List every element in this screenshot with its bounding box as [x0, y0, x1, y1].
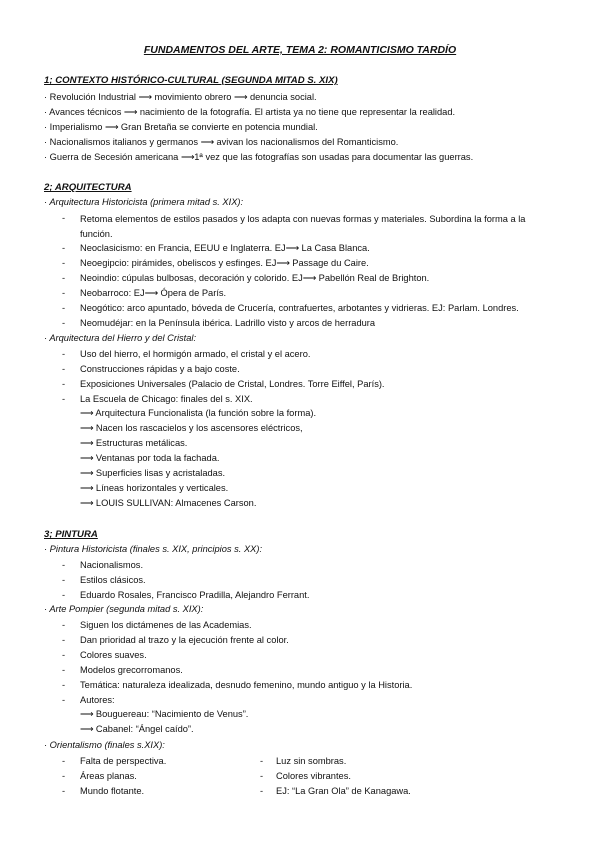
subsection-historicista: · Arquitectura Historicista (primera mitad s. XIX): [44, 197, 244, 207]
author-item: ⟶ Bouguereau: “Nacimiento de Venus”. [80, 709, 249, 719]
document-page: FUNDAMENTOS DEL ARTE, TEMA 2: ROMANTICISMO TARDÍO 1; CONTEXTO HISTÓRICO-CULTURAL (SEGUNDA MITAD S. XIX) · Revolución Industrial ⟶ movimiento obrero ⟶ denuncia social. · Avances técnicos ⟶ nacimiento de la fotografía. El artista ya no tiene que representar la realidad. · Imperialismo ⟶ Gran Bretaña se convierte en potencia mundial. · Nacionalismos italianos y germanos ⟶ avivan los nacionalismos del Romanticismo. · Guerra de Secesión americana ⟶1ª vez que las fotografías son usadas para documentar las guerras. 2; ARQUITECTURA · Arquitectura Historicista (primera mitad s. XIX): - Retoma elementos de estilos pasados y los adapta con nuevas formas y materiales. Subordina la forma a la función. - Neoclasicismo: en Francia, EEUU e Inglaterra. EJ⟶ La Casa Blanca. - Neoegipcio: pirámides, obeliscos y esfinges. EJ⟶ Passage du Caire. - Neoindio: cúpulas bulbosas, decoración y colorido. EJ⟶ Pabellón Real de Brighton. - Neobarroco: EJ⟶ Ópera de París. - Neogótico: arco apuntado, bóveda de Crucería, contrafuertes, arbotantes y vidrieras. EJ: Parlam. Londres. - Neomudéjar: en la Península ibérica. Ladrillo visto y arcos de herradura · Arquitectura del Hierro y del Cristal: - Uso del hierro, el hormigón armado, el cristal y el acero. - Construcciones rápidas y a bajo coste. - Exposiciones Universales (Palacio de Cristal, Londres. Torre Eiffel, París). - La Escuela de Chicago: finales del s. XIX. ⟶ Arquitectura Funcionalista (la función sobre la forma). ⟶ Nacen los rascacielos y los ascensores eléctricos, ⟶ Estructuras metálicas. ⟶ Ventanas por toda la fachada. ⟶ Superficies lisas y acristaladas. ⟶ Líneas horizontales y verticales. ⟶ LOUIS SULLIVAN: Almacenes Carson. 3; PINTURA · Pintura Historicista (finales s. XIX, principios s. XX): - Nacionalismos. - Estilos clásicos. - Eduardo Rosales, Francisco Pradilla, Alejandro Ferrant. · Arte Pompier (segunda mitad s. XIX): - Siguen los dictámenes de las Academias. - Dan prioridad al trazo y la ejecución frente al color. - Colores suaves. - Modelos grecorromanos. - Temática: naturaleza idealizada, desnudo femenino, mundo antiguo y la Historia. - Autores: ⟶ Bouguereau: “Nacimiento de Venus”. ⟶ Cabanel: “Ángel caído”. · Orientalismo (finales s.XIX): - Falta de perspectiva. - Áreas planas. - Mundo flotante. - Luz sin sombras. - Colores vibrantes. - EJ: “La Gran Ola” de Kanagawa. [0, 0, 600, 848]
context-line: · Imperialismo ⟶ Gran Bretaña se convierte en potencia mundial. [44, 122, 318, 132]
subsection-orientalismo: · Orientalismo (finales s.XIX): [44, 740, 165, 750]
chicago-item: ⟶ Nacen los rascacielos y los ascensores eléctricos, [80, 423, 303, 433]
chicago-item: ⟶ Líneas horizontales y verticales. [80, 483, 229, 493]
chicago-item: ⟶ Arquitectura Funcionalista (la función sobre la forma). [80, 408, 317, 418]
context-line: · Avances técnicos ⟶ nacimiento de la fotografía. El artista ya no tiene que representar la realidad. [44, 107, 456, 117]
subsection-pompier: · Arte Pompier (segunda mitad s. XIX): [44, 604, 204, 614]
section-1-heading: 1; CONTEXTO HISTÓRICO-CULTURAL (SEGUNDA MITAD S. XIX) [44, 75, 338, 86]
section-2-heading: 2; ARQUITECTURA [44, 182, 132, 193]
subsection-hierro: · Arquitectura del Hierro y del Cristal: [44, 333, 197, 343]
context-line: · Revolución Industrial ⟶ movimiento obrero ⟶ denuncia social. [44, 92, 317, 102]
context-line: · Guerra de Secesión americana ⟶1ª vez que las fotografías son usadas para documentar las guerras. [44, 152, 474, 162]
chicago-item: ⟶ Superficies lisas y acristaladas. [80, 468, 226, 478]
chicago-item: ⟶ Ventanas por toda la fachada. [80, 453, 220, 463]
chicago-item: ⟶ Estructuras metálicas. [80, 438, 188, 448]
chicago-item: ⟶ LOUIS SULLIVAN: Almacenes Carson. [80, 498, 257, 508]
page-title: FUNDAMENTOS DEL ARTE, TEMA 2: ROMANTICISMO TARDÍO [143, 44, 457, 56]
author-item: ⟶ Cabanel: “Ángel caído”. [80, 724, 194, 734]
context-line: · Nacionalismos italianos y germanos ⟶ avivan los nacionalismos del Romanticismo. [44, 137, 399, 147]
section-3-heading: 3; PINTURA [44, 529, 98, 540]
subsection-pintura-historicista: · Pintura Historicista (finales s. XIX, principios s. XX): [44, 544, 263, 554]
